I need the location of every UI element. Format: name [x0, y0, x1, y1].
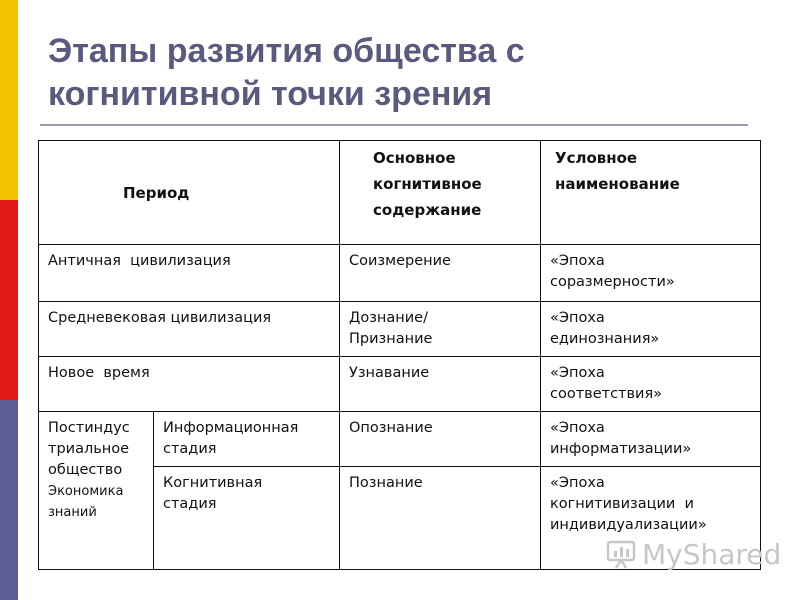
cell-name: «Эпоха когнитивизации и индивидуализации»: [541, 467, 761, 570]
table-row: [39, 357, 761, 412]
stages-table: [38, 140, 761, 570]
table-row: [39, 412, 761, 467]
header-period: Период: [39, 141, 340, 245]
accent-bar-yellow: [0, 0, 18, 200]
accent-bar-blue: [0, 400, 18, 600]
cell-period: Средневековая цивилизация: [39, 302, 340, 357]
slide-title-line1: Этапы развития общества с: [48, 32, 525, 70]
cell-name: «Эпоха информатизации»: [541, 412, 761, 467]
table-row: [39, 245, 761, 302]
cell-content: Соизмерение: [340, 245, 541, 302]
watermark-text: MyShared: [642, 537, 782, 571]
cell-content: Познание: [340, 467, 541, 570]
cell-stage: Информационная стадия: [154, 412, 340, 467]
slide-title: [48, 30, 748, 116]
chart-icon: [606, 538, 638, 570]
accent-bar-red: [0, 200, 18, 400]
header-name: Условное наименование: [541, 141, 761, 245]
cell-content: Узнавание: [340, 357, 541, 412]
cell-name: «Эпоха соразмерности»: [541, 245, 761, 302]
cell-name: «Эпоха соответствия»: [541, 357, 761, 412]
table-header-row: [39, 141, 761, 245]
title-divider: [40, 124, 748, 126]
table-row: [39, 302, 761, 357]
header-content: Основное когнитивное содержание: [340, 141, 541, 245]
watermark: [606, 536, 781, 572]
cell-period: Новое время: [39, 357, 340, 412]
cell-content: Дознание/ Признание: [340, 302, 541, 357]
cell-period: Античная цивилизация: [39, 245, 340, 302]
cell-content: Опознание: [340, 412, 541, 467]
slide-title-line2: когнитивной точки зрения: [48, 75, 493, 113]
cell-name: «Эпоха единознания»: [541, 302, 761, 357]
cell-stage: Когнитивная стадия: [154, 467, 340, 570]
cell-postindustrial: Постиндус триальное общество Экономика знаний: [39, 412, 154, 570]
